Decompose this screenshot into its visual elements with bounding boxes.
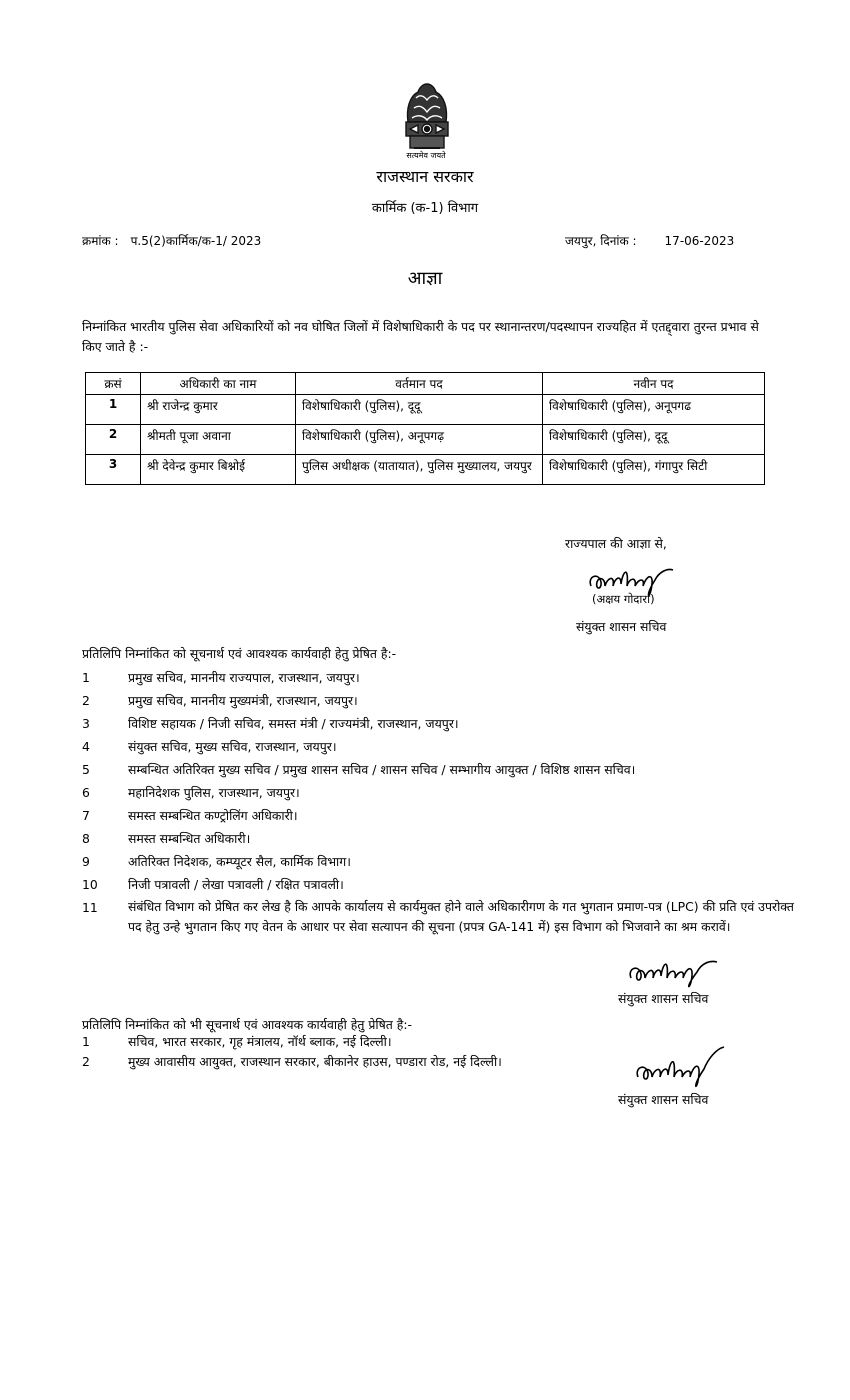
table-row <box>86 425 765 455</box>
table-header-row <box>86 373 765 395</box>
list-item <box>82 758 794 781</box>
list-item <box>82 850 794 873</box>
item-number: 6 <box>82 785 90 800</box>
date-label: जयपुर, दिनांक : <box>565 234 637 248</box>
item-text: समस्त सम्बन्धित कण्ट्रोलिंग अधिकारी। <box>128 808 298 823</box>
reference-label: क्रमांक : <box>82 234 119 248</box>
item-number: 2 <box>82 1054 90 1069</box>
government-name: राजस्थान सरकार <box>376 167 474 186</box>
list-item <box>82 781 794 804</box>
item-text: प्रमुख सचिव, माननीय मुख्यमंत्री, राजस्थान, जयपुर। <box>128 693 358 708</box>
copy-to-heading-2: प्रतिलिपि निम्नांकित को भी सूचनार्थ एवं आवश्यक कार्यवाही हेतु प्रेषित है:- <box>82 1017 413 1032</box>
item-text: प्रमुख सचिव, माननीय राज्यपाल, राजस्थान, जयपुर। <box>128 670 360 685</box>
item-number: 9 <box>82 854 90 869</box>
cell-current-post: विशेषाधिकारी (पुलिस), दूदू <box>296 395 543 425</box>
item-number: 3 <box>82 716 90 731</box>
list-item <box>82 666 794 689</box>
table-row <box>86 395 765 425</box>
item-number: 11 <box>82 900 98 915</box>
order-date <box>565 232 734 249</box>
item-text: सम्बन्धित अतिरिक्त मुख्य सचिव / प्रमुख शासन सचिव / शासन सचिव / सम्भागीय आयुक्त / विशिष्ठ शासन सचिव। <box>128 762 636 777</box>
reference-number <box>82 232 261 249</box>
cell-current-post: विशेषाधिकारी (पुलिस), अनूपगढ़ <box>296 425 543 455</box>
order-title: आज्ञा <box>407 268 443 289</box>
header-sn: क्रसं <box>86 373 141 395</box>
cell-name: श्रीमती पूजा अवाना <box>141 425 296 455</box>
cell-new-post: विशेषाधिकारी (पुलिस), दूदू <box>543 425 765 455</box>
cell-sn: 1 <box>86 395 141 425</box>
table-row <box>86 455 765 485</box>
signatory-name: (अक्षय गोदारा) <box>592 592 655 606</box>
signatory-designation: संयुक्त शासन सचिव <box>618 1092 709 1107</box>
item-number: 10 <box>82 877 98 892</box>
list-item <box>82 804 794 827</box>
header-current-post: वर्तमान पद <box>296 373 543 395</box>
date-value: 17-06-2023 <box>664 234 735 248</box>
department-name: कार्मिक (क-1) विभाग <box>371 201 479 216</box>
cell-sn: 2 <box>86 425 141 455</box>
item-number: 4 <box>82 739 90 754</box>
cell-sn: 3 <box>86 455 141 485</box>
emblem-motto: सत्यमेव जयते <box>406 151 446 160</box>
header-name: अधिकारी का नाम <box>141 373 296 395</box>
signature-icon <box>625 950 725 992</box>
item-text: विशिष्ट सहायक / निजी सचिव, समस्त मंत्री / राज्यमंत्री, राजस्थान, जयपुर। <box>128 716 459 731</box>
header-new-post: नवीन पद <box>543 373 765 395</box>
item-number: 5 <box>82 762 90 777</box>
list-item <box>82 873 794 896</box>
item-number: 1 <box>82 670 90 685</box>
item-number: 8 <box>82 831 90 846</box>
item-number: 1 <box>82 1034 90 1049</box>
item-text: समस्त सम्बन्धित अधिकारी। <box>128 831 251 846</box>
reference-value: प.5(2)कार्मिक/क-1/ 2023 <box>130 234 262 248</box>
order-intro-paragraph: निम्नांकित भारतीय पुलिस सेवा अधिकारियों को नव घोषित जिलों में विशेषाधिकारी के पद पर स्थानान्तरण/पदस्थापन राज्यहित में एतद्द्वारा तुरन्त प्रभाव से किए जाते है :- <box>82 319 759 354</box>
item-text: संयुक्त सचिव, मुख्य सचिव, राजस्थान, जयपुर। <box>128 739 337 754</box>
item-text: संबंधित विभाग को प्रेषित कर लेख है कि आपके कार्यालय से कार्यमुक्त होने वाले अधिकारीगण के गत भुगतान प्रमाण-पत्र (LPC) की प्रति एवं उपरोक्त पद हेतु उन्हे भुगतान किए गए वेतन के आधार पर सेवा सत्यापन की सूचना (प्रपत्र GA-141 में) इस विभाग को भिजवाने का श्रम करावें। <box>128 899 794 934</box>
list-item <box>82 896 794 937</box>
item-text: निजी पत्रावली / लेखा पत्रावली / रक्षित पत्रावली। <box>128 877 344 892</box>
list-item <box>82 827 794 850</box>
item-number: 7 <box>82 808 90 823</box>
item-text: महानिदेशक पुलिस, राजस्थान, जयपुर। <box>128 785 300 800</box>
cell-current-post: पुलिस अधीक्षक (यातायात), पुलिस मुख्यालय, जयपुर <box>296 455 543 485</box>
governor-order-line: राज्यपाल की आज्ञा से, <box>565 536 667 551</box>
transfer-table <box>85 372 765 485</box>
list-item <box>82 689 794 712</box>
item-text: सचिव, भारत सरकार, गृह मंत्रालय, नॉर्थ ब्लाक, नई दिल्ली। <box>128 1034 392 1049</box>
copy-to-list <box>82 666 794 937</box>
cell-name: श्री देवेन्द्र कुमार बिश्नोई <box>141 455 296 485</box>
copy-to-heading: प्रतिलिपि निम्नांकित को सूचनार्थ एवं आवश्यक कार्यवाही हेतु प्रेषित है:- <box>82 646 397 661</box>
item-number: 2 <box>82 693 90 708</box>
signatory-designation: संयुक्त शासन सचिव <box>576 619 667 634</box>
item-text: मुख्य आवासीय आयुक्त, राजस्थान सरकार, बीकानेर हाउस, पण्डारा रोड, नई दिल्ली। <box>128 1054 502 1069</box>
cell-new-post: विशेषाधिकारी (पुलिस), अनूपगढ <box>543 395 765 425</box>
signature-icon <box>632 1043 732 1093</box>
cell-name: श्री राजेन्द्र कुमार <box>141 395 296 425</box>
list-item <box>82 735 794 758</box>
cell-new-post: विशेषाधिकारी (पुलिस), गंगापुर सिटी <box>543 455 765 485</box>
item-text: अतिरिक्त निदेशक, कम्प्यूटर सैल, कार्मिक विभाग। <box>128 854 351 869</box>
signatory-designation: संयुक्त शासन सचिव <box>618 991 709 1006</box>
list-item <box>82 712 794 735</box>
